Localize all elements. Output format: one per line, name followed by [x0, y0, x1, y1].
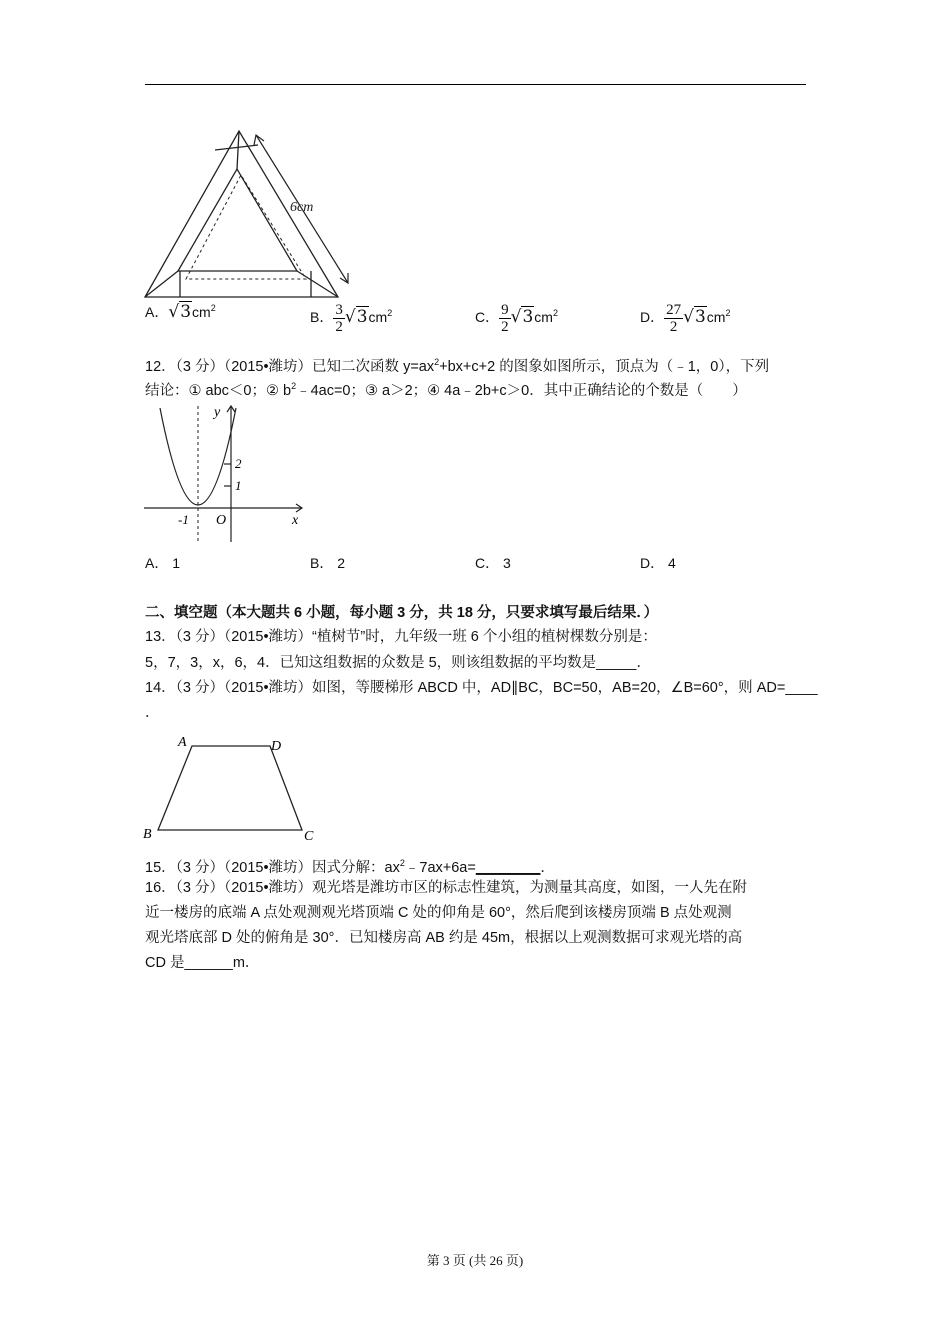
q12-option-b: B． 2 [310, 555, 346, 571]
graph-y-label: y [214, 405, 221, 420]
q14-line-1: 14．（3 分）（2015•潍坊）如图，等腰梯形 ABCD 中，AD∥BC，BC=50，AB=20，∠B=60°，则 AD=____ [145, 680, 818, 696]
q12-parabola-graph [140, 402, 310, 544]
option-letter: B． [310, 309, 334, 326]
q12-option-c: C． 3 [475, 555, 511, 571]
q11-option-a: A．$√3cm^2$ [145, 302, 216, 322]
sqrt-expression: √3 [510, 307, 534, 328]
q14-trapezoid-figure [140, 730, 320, 845]
option-letter: A． [145, 304, 169, 320]
q13-line-1: 13．（3 分）（2015•潍坊）“植树节”时，九年级一班 6 个小组的植树棵数分别是： [145, 629, 657, 645]
page-footer: 第 3 页 (共 26 页) [426, 1253, 524, 1268]
q11-option-c: C． $\frac{9}{2}$ $√3cm^2$ [475, 302, 558, 335]
option-letter: D． [640, 309, 665, 326]
q12-line-2: 结论：① abc＜0；② $b^2﹣4ac=0$；③ a＞2；④ 4a﹣2b+c＞0．其中正确结论的个数是（ ） [145, 381, 747, 399]
q13-line-2: 5，7，3，x，6，4．已知这组数据的众数是 5，则该组数据的平均数是_____． [145, 655, 651, 671]
q16-line-1: 16．（3 分）（2015•潍坊）观光塔是潍坊市区的标志性建筑，为测量其高度，如图，一人先在附 [145, 880, 748, 896]
vertex-d-label: D [271, 739, 282, 754]
q16-line-3: 观光塔底部 D 处的俯角是 30°．已知楼房高 AB 约是 45m，根据以上观测数据可求观光塔的高 [145, 930, 743, 946]
fraction: $\frac{27}{2}$ [666, 302, 682, 335]
q12-line-1: 12．（3 分）（2015•潍坊）已知二次函数 $y=ax^2+bx+c+2$ 的图象如图所示，顶点为（﹣1，0），下列 [145, 357, 770, 375]
graph-tick-neg1: -1 [178, 512, 189, 527]
option-letter: C． [475, 309, 500, 326]
q11-option-d: D． $\frac{27}{2}$ $√3cm^2$ [640, 302, 731, 335]
q16-line-2: 近一楼房的底端 A 点处观测观光塔顶端 C 处的仰角是 60°，然后爬到该楼房顶端 B 点处观测 [145, 905, 732, 921]
q11-option-b: B． $\frac{3}{2}$ $√3cm^2$ [310, 302, 393, 335]
q11-triangle-figure [140, 125, 365, 303]
section-2-title: 二、填空题（本大题共 6 小题，每小题 3 分，共 18 分，只要求填写最后结果．） [145, 605, 659, 621]
vertex-b-label: B [143, 827, 152, 842]
q12-option-d: D． 4 [640, 555, 676, 571]
vertex-c-label: C [304, 829, 314, 844]
answer-blank: ________ [475, 860, 541, 876]
graph-tick-1: 1 [235, 478, 242, 493]
q16-line-4: CD 是______m． [145, 955, 260, 971]
q14-line-2: ． [145, 705, 160, 721]
sqrt-expression: √3 [344, 307, 368, 328]
header-rule [145, 84, 806, 85]
q11-side-label: 6cm [290, 200, 314, 215]
graph-x-label: x [292, 513, 299, 528]
graph-tick-2: 2 [235, 456, 242, 471]
fraction: $\frac{3}{2}$ [335, 302, 343, 335]
sqrt-expression: √3 [168, 302, 192, 322]
graph-origin-label: O [216, 513, 227, 528]
sqrt-expression: √3 [683, 307, 706, 328]
q15-line: 15．（3 分）（2015•潍坊）因式分解：$ax^2﹣7ax+6a=\_\_\_\_\_\_\_\_$． [145, 858, 555, 876]
q12-option-a: A． 1 [145, 555, 181, 571]
fraction: $\frac{9}{2}$ [501, 302, 509, 335]
vertex-a-label: A [178, 735, 187, 750]
